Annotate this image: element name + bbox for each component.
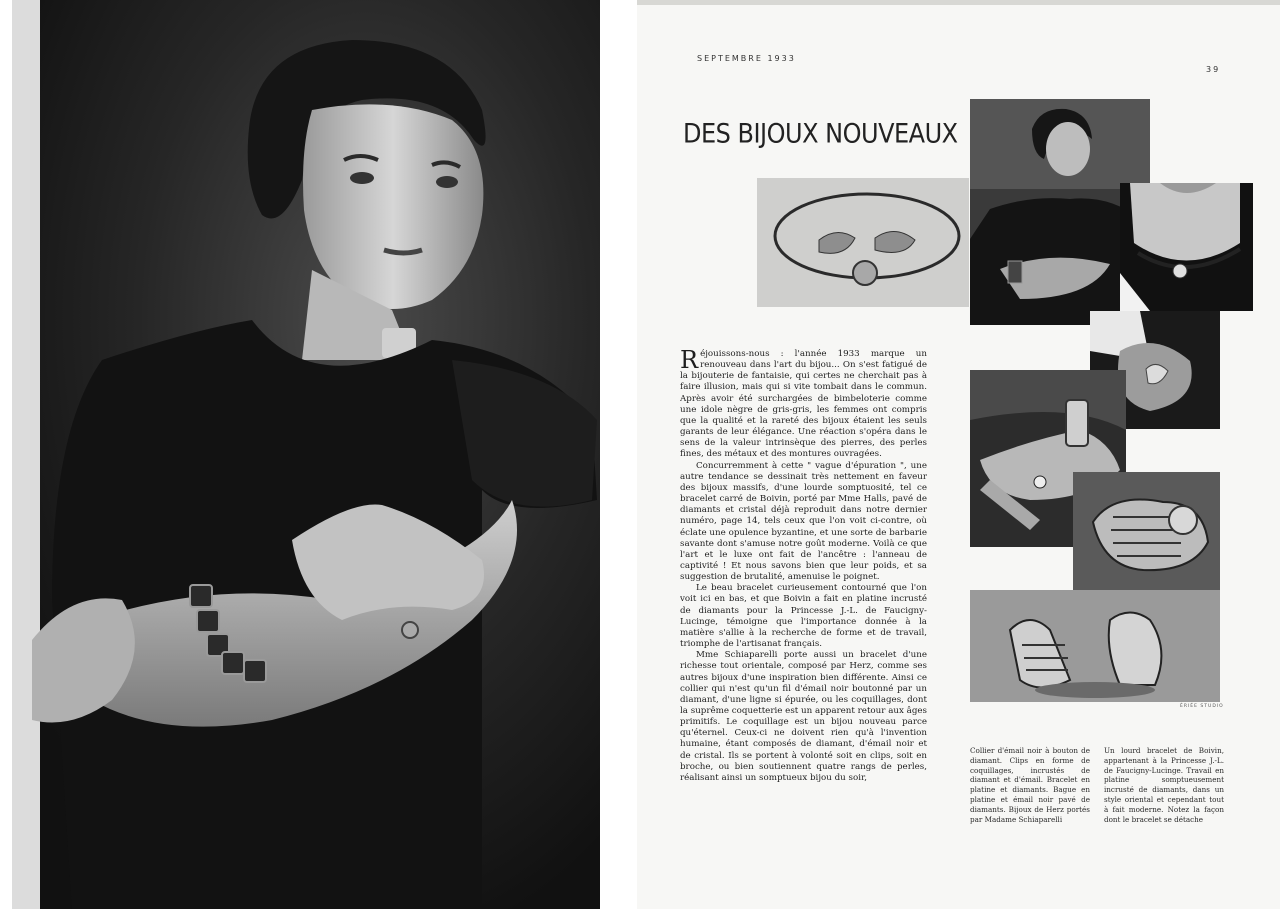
page-title: DES BIJOUX NOUVEAUX bbox=[683, 118, 958, 150]
bracelet-pair-photo bbox=[970, 590, 1220, 702]
page-number: 39 bbox=[1206, 65, 1221, 74]
necklace-photo bbox=[757, 178, 969, 307]
article-paragraph: Concurremment à cette " vague d'épuration ", une autre tendance se dessinait très nettement en faveur des bijoux massifs, d'une lourde somptuosité, tel ce bracelet carré de Boivin, porté par Mme Halls, pavé de diamants et cristal déjà reproduit dans notre dernier numéro, page 14, tels ceux que l'on voit ci-contre, où éclate une opulence byzantine, et une sorte de barbarie savante dont s'amuse notre goût moderne. Voilà ce que l'art et le luxe ont fait de l'ancêtre : l'anneau de captivité ! Et nous savons bien que leur poids, et sa suggestion de brutalité, amenuise le poignet. bbox=[680, 460, 927, 583]
article-body bbox=[680, 349, 927, 839]
dropcap: R bbox=[680, 349, 699, 374]
portrait-photo bbox=[12, 0, 600, 909]
article-paragraph: Mme Schiaparelli porte aussi un bracelet d'une richesse tout orientale, composé par Herz, comme ses autres bijoux d'une inspiration bien différente. Ainsi ce collier qui n'est qu'un fil d'émail noir boutonné par un diamant, d'une ligne si épurée, ou les coquillages, dont la suprême coquetterie est un apparent retour aux âges primitifs. Le coquillage est un bijou nouveau parce qu'éternel. Ceux-ci ne doivent rien qu'à l'invention humaine, étant composés de diamant, d'émail noir et de cristal. Ils se portent à volonté soit en clips, soit en broche, ou bien soutiennent quatre rangs de perles, réalisant ainsi un somptueux bijou du soir, bbox=[680, 650, 927, 783]
running-head: SEPTEMBRE 1933 bbox=[697, 54, 796, 63]
photo-credit: ÉRIÉE STUDIO bbox=[1180, 704, 1224, 709]
bracelet-photo bbox=[1073, 472, 1220, 590]
caption-left: Collier d'émail noir à bouton de diamant. Clips en forme de coquillages, incrustés de diamant et d'émail. Bracelet en platine et diamants. Bague en platine et émail noir pavé de diamants. Bijoux de Herz portés par Madame Schiaparelli bbox=[970, 746, 1090, 824]
choker-closeup-photo bbox=[1120, 183, 1253, 311]
caption-right: Un lourd bracelet de Boivin, appartenant à la Princesse J.-L. de Faucigny-Lucinge. Travail en platine somptueusement incrusté de diamants, dans un style oriental et cependant tout à fait moderne. Notez la façon dont le bracelet se détache bbox=[1104, 746, 1224, 824]
article-paragraph: Le beau bracelet curieusement contourné que l'on voit ici en bas, et que Boivin a fait en platine incrusté de diamants pour la Princesse J.-L. de Faucigny-Lucinge, témoigne que l'importance donnée à la matière s'allie à la recherche de forme et de travail, triomphe de l'artisanat français. bbox=[680, 583, 927, 650]
article-paragraph: Réjouissons-nous : l'année 1933 marque un renouveau dans l'art du bijou... On s'est fatigué de la bijouterie de fantaisie, qui certes ne cherchait pas à faire illusion, mais qui si vite tombait dans le commun. Après avoir été surchargées de bimbeloterie comme une idole nègre de gris-gris, les femmes ont compris que la qualité et la rareté des bijoux étaient les seuls garants de leur élégance. Une réaction s'opéra dans le sens de la valeur intrinsèque des pierres, des perles fines, des métaux et des montures ouvragées. bbox=[680, 349, 927, 460]
